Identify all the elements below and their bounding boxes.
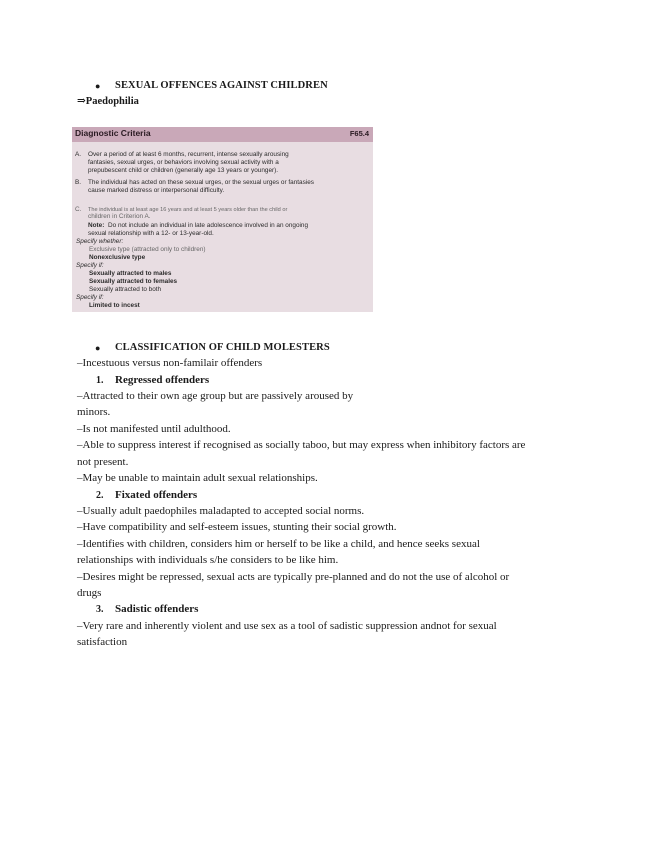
criterion-a-line: prepubescent child or children (generally age 13 years or younger). — [88, 167, 279, 174]
list-number: 1. — [96, 375, 104, 386]
subheading-fixated: Fixated offenders — [115, 489, 198, 501]
body-line: –Desires might be repressed, sexual acts are typically pre-planned and do not the use of alcohol or — [77, 571, 510, 583]
section-heading-classification: CLASSIFICATION OF CHILD MOLESTERS — [115, 342, 330, 353]
criterion-a-line: Over a period of at least 6 months, recurrent, intense sexually arousing — [88, 151, 289, 158]
criterion-c-line: The individual is at least age 16 years and at least 5 years older than the child or — [88, 207, 288, 213]
subheading-paedophilia: ⇒Paedophilia — [77, 96, 139, 107]
criterion-a-label: A. — [75, 151, 82, 158]
note-line: Do not include an individual in late adolescence involved in an ongoing — [108, 222, 309, 229]
criterion-b-line: The individual has acted on these sexual urges, or the sexual urges or fantasies — [88, 179, 314, 186]
specify-if-label: Specify if: — [76, 262, 104, 269]
criteria-header — [72, 127, 373, 142]
criterion-c-label: C. — [75, 206, 82, 213]
attracted-males: Sexually attracted to males — [89, 270, 172, 277]
criteria-title: Diagnostic Criteria — [75, 128, 151, 138]
body-line: satisfaction — [77, 636, 128, 648]
note-line: sexual relationship with a 12- or 13-year-old. — [88, 230, 214, 237]
section-heading-sexual-offences: SEXUAL OFFENCES AGAINST CHILDREN — [115, 80, 328, 91]
attracted-both: Sexually attracted to both — [89, 286, 162, 293]
note-label: Note: — [88, 222, 105, 229]
attracted-females: Sexually attracted to females — [89, 278, 178, 285]
criteria-code: F65.4 — [349, 129, 369, 138]
list-number: 3. — [96, 604, 104, 615]
body-line: –Attracted to their own age group but are passively aroused by — [77, 390, 354, 402]
subheading-sadistic: Sadistic offenders — [115, 603, 199, 615]
body-line: –Have compatibility and self-esteem issues, stunting their social growth. — [77, 521, 397, 533]
body-line: minors. — [77, 406, 111, 418]
body-line: –Usually adult paedophiles maladapted to accepted social norms. — [77, 505, 365, 517]
body-line: –Is not manifested until adulthood. — [77, 423, 231, 435]
specify-if-label: Specify if: — [76, 294, 104, 301]
body-line: –May be unable to maintain adult sexual relationships. — [77, 472, 318, 484]
body-line: –Very rare and inherently violent and use sex as a tool of sadistic suppression andnot for sexual — [77, 620, 497, 632]
specify-whether-label: Specify whether: — [76, 238, 124, 245]
criterion-a-line: fantasies, sexual urges, or behaviors involving sexual activity with a — [88, 159, 279, 166]
subheading-regressed: Regressed offenders — [115, 374, 210, 386]
body-line: relationships with individuals s/he considers to be like him. — [77, 554, 339, 566]
list-number: 2. — [96, 490, 104, 501]
bullet: ● — [95, 81, 101, 91]
limited-to-incest: Limited to incest — [89, 302, 140, 309]
criterion-b-line: cause marked distress or interpersonal difficulty. — [88, 187, 225, 194]
body-line: –Able to suppress interest if recognised as socially taboo, but may express when inhibitory factors are — [77, 439, 526, 451]
criterion-c-line: children in Criterion A. — [88, 213, 151, 220]
bullet: ● — [95, 343, 101, 353]
body-line: –Identifies with children, considers him or herself to be like a child, and hence seeks sexual — [77, 538, 480, 550]
body-line: not present. — [77, 456, 129, 468]
exclusive-type: Exclusive type (attracted only to children) — [89, 246, 206, 253]
body-line: drugs — [77, 587, 102, 599]
criterion-b-label: B. — [75, 179, 82, 186]
intro-line: –Incestuous versus non-familair offenders — [77, 357, 263, 369]
diagnostic-criteria-box — [72, 127, 373, 312]
nonexclusive-type: Nonexclusive type — [89, 254, 146, 261]
